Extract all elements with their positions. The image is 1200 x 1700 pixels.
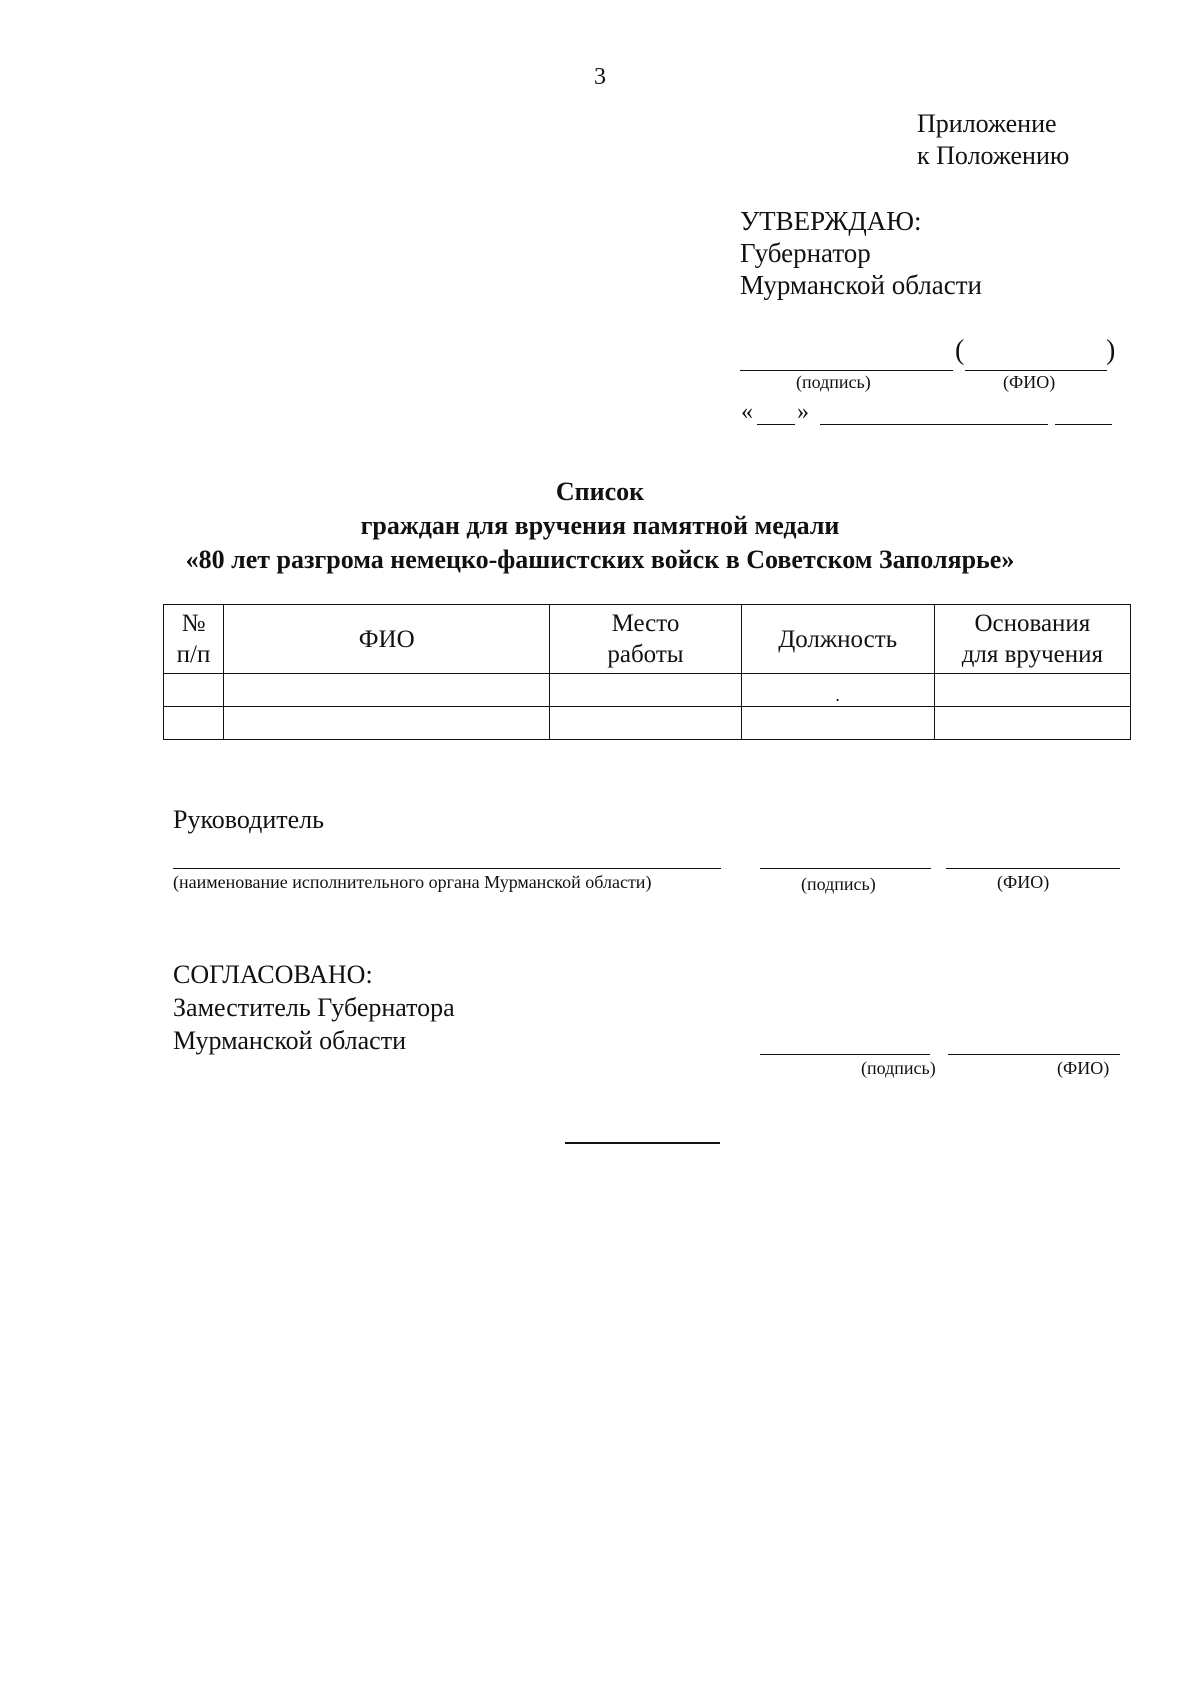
approval-day-line <box>757 424 795 425</box>
approval-quote-open: « <box>741 399 753 425</box>
approval-year-line <box>1055 424 1112 425</box>
table-cell <box>550 674 741 707</box>
agreed-name-line <box>948 1054 1120 1055</box>
table-cell <box>934 674 1130 707</box>
table-cell <box>224 707 550 740</box>
agreed-line-2: Мурманской области <box>173 1026 406 1055</box>
header-workplace-line-2: работы <box>607 641 684 668</box>
approval-heading: УТВЕРЖДАЮ: <box>740 206 922 236</box>
table-row <box>164 707 1131 740</box>
head-name-line <box>946 868 1120 869</box>
head-caption-signature: (подпись) <box>801 874 876 894</box>
title-line-3: «80 лет разгрома немецко-фашистских войск в Советском Заполярье» <box>185 545 1015 574</box>
recipients-table <box>163 604 1131 740</box>
table-cell <box>934 707 1130 740</box>
table-cell: . <box>741 674 934 707</box>
approval-caption-signature: (подпись) <box>796 372 871 392</box>
table-cell <box>741 707 934 740</box>
title-line-1: Список <box>555 477 645 506</box>
table-header-row <box>164 605 1131 674</box>
table-cell <box>164 707 224 740</box>
approval-block <box>740 205 982 301</box>
head-signature-line <box>760 868 931 869</box>
title-line-2: граждан для вручения памятной медали <box>360 511 840 540</box>
header-number-line-2: п/п <box>176 641 211 668</box>
agreed-block <box>173 958 455 1057</box>
header-position: Должность <box>741 605 934 674</box>
agreed-caption-name: (ФИО) <box>1057 1058 1110 1078</box>
header-number <box>164 605 224 674</box>
approval-position-line-1: Губернатор <box>740 238 871 268</box>
closing-rule <box>565 1142 720 1144</box>
header-name: ФИО <box>224 605 550 674</box>
approval-paren-close: ) <box>1106 335 1116 366</box>
approval-position-line-2: Мурманской области <box>740 270 982 300</box>
document-title <box>0 475 1200 577</box>
approval-quote-close: » <box>797 399 809 425</box>
appendix-note <box>917 108 1069 172</box>
approval-signature-line <box>740 370 953 371</box>
approval-paren-open: ( <box>955 335 965 366</box>
agreed-caption-signature: (подпись) <box>861 1058 936 1078</box>
header-number-line-1: № <box>181 610 206 637</box>
head-caption-org: (наименование исполнительного органа Мурманской области) <box>173 872 652 892</box>
appendix-line-2: к Положению <box>917 141 1070 170</box>
header-grounds-line-2: для вручения <box>961 641 1104 668</box>
agreed-signature-line <box>760 1054 930 1055</box>
approval-caption-name: (ФИО) <box>1003 372 1056 392</box>
approval-month-line <box>820 424 1048 425</box>
appendix-line-1: Приложение <box>917 109 1057 138</box>
head-label: Руководитель <box>173 805 324 834</box>
agreed-line-1: Заместитель Губернатора <box>173 993 455 1022</box>
header-workplace-line-1: Место <box>611 610 680 637</box>
header-grounds-line-1: Основания <box>974 610 1091 637</box>
table-row <box>164 674 1131 707</box>
header-grounds <box>934 605 1130 674</box>
table-cell <box>224 674 550 707</box>
table-cell <box>550 707 741 740</box>
approval-name-line <box>965 370 1107 371</box>
page-number: 3 <box>594 64 606 90</box>
agreed-heading: СОГЛАСОВАНО: <box>173 960 373 989</box>
head-caption-name: (ФИО) <box>997 872 1050 892</box>
head-org-line <box>173 868 721 869</box>
table-cell <box>164 674 224 707</box>
header-workplace <box>550 605 741 674</box>
